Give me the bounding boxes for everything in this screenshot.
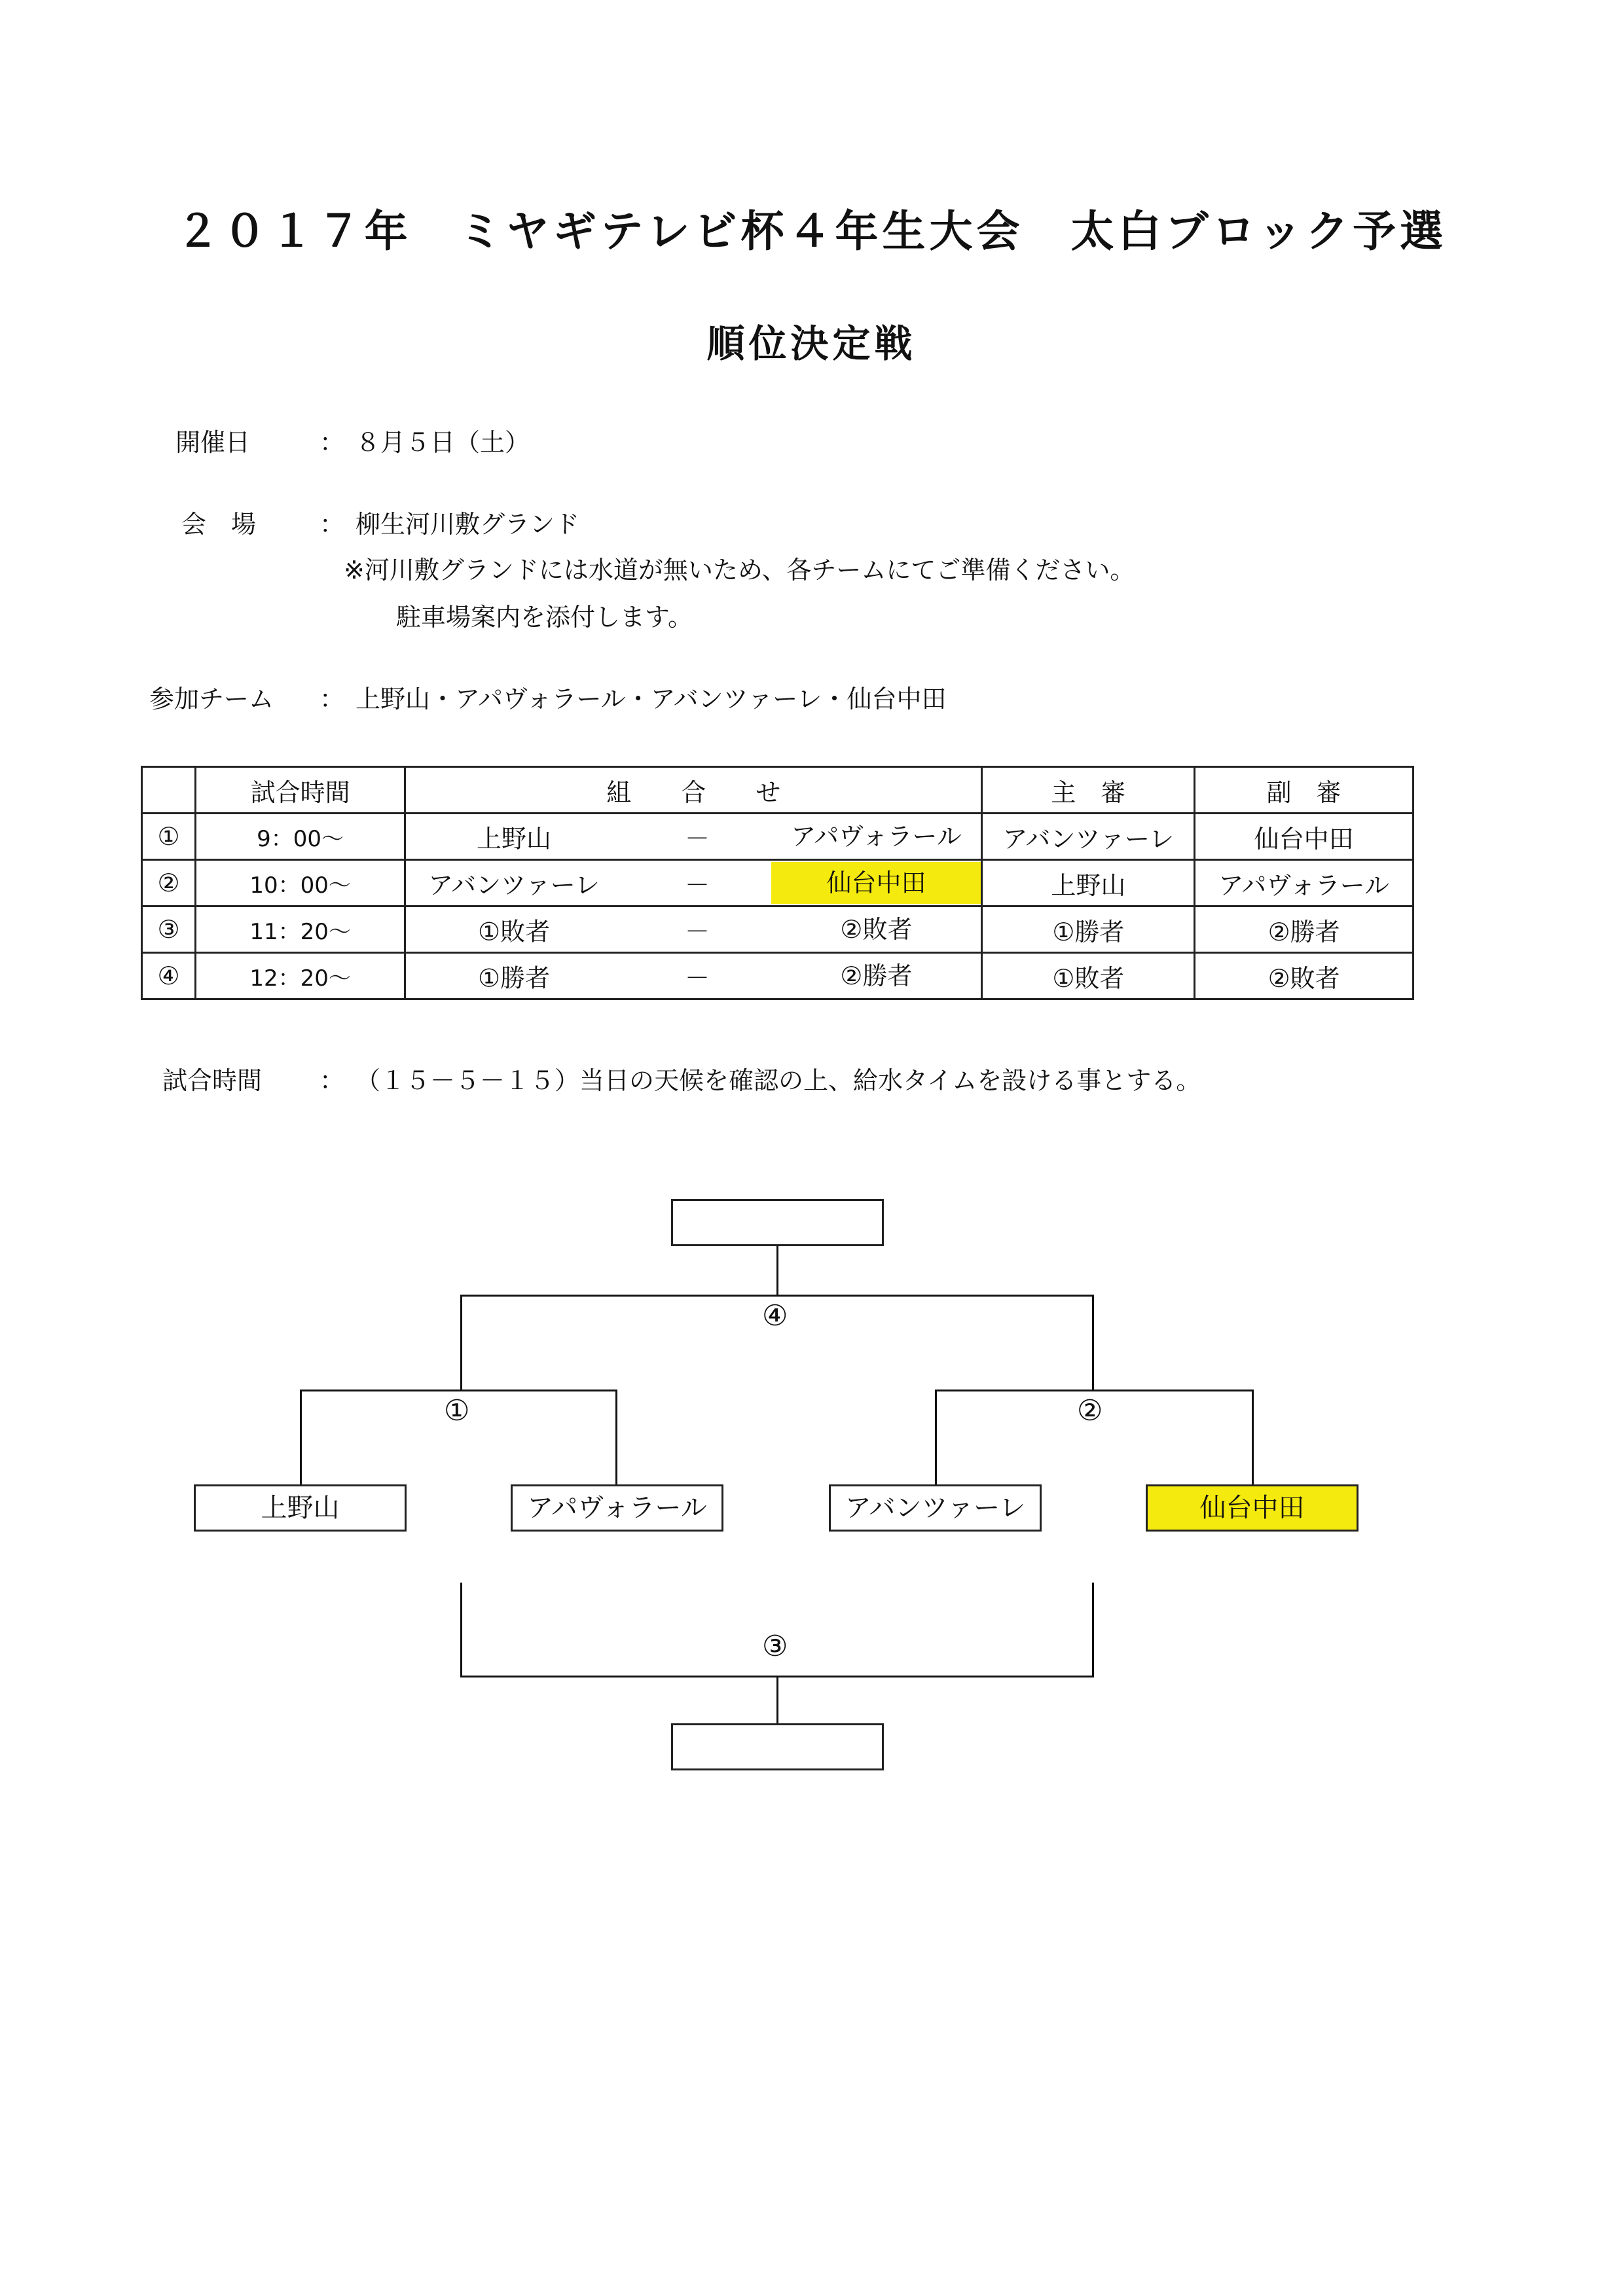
away-team: ②勝者 <box>840 961 913 990</box>
venue-note-parking: 駐車場案内を添付します。 <box>396 603 693 632</box>
assistant-referee: ②勝者 <box>1195 906 1413 953</box>
separator: － <box>685 824 710 853</box>
match-number: ② <box>142 860 196 906</box>
bracket-line <box>935 1390 937 1486</box>
bracket-line <box>1252 1390 1254 1486</box>
bracket-line <box>460 1295 1094 1297</box>
header-assistant: 副 審 <box>1195 767 1413 814</box>
venue-note-water: ※河川敷グランドには水道が無いため、各チームにてご準備ください。 <box>344 556 1135 584</box>
colon: ： <box>319 1066 345 1095</box>
bracket-line <box>776 1676 778 1725</box>
team-box-highlighted: 仙台中田 <box>1146 1484 1359 1532</box>
matchup <box>405 860 982 906</box>
table-header-row <box>142 767 1413 814</box>
match-3-label: ③ <box>762 1630 788 1663</box>
assistant-referee: ②敗者 <box>1195 953 1413 999</box>
bracket-line <box>615 1390 617 1486</box>
colon: ： <box>319 428 345 457</box>
page-subtitle: 順位決定戦 <box>706 321 917 366</box>
teams-label: 参加チーム <box>149 685 274 713</box>
colon: ： <box>319 685 345 713</box>
separator: － <box>685 963 710 993</box>
separator: － <box>685 870 710 900</box>
colon: ： <box>319 510 345 539</box>
away-team: ②敗者 <box>840 915 913 944</box>
schedule-table <box>141 766 1414 1000</box>
team-box: アパヴォラール <box>511 1484 723 1532</box>
bracket-line <box>460 1295 462 1391</box>
match-time: 12：20～ <box>196 953 405 999</box>
bracket-line <box>300 1390 302 1486</box>
separator: － <box>685 917 710 946</box>
away-team-highlighted: 仙台中田 <box>771 862 981 904</box>
match-time: 9：00～ <box>196 814 405 860</box>
teams-value: 上野山・アパヴォラール・アバンツァーレ・仙台中田 <box>356 685 947 713</box>
header-referee: 主 審 <box>982 767 1195 814</box>
referee: 上野山 <box>982 860 1195 906</box>
away-team: アパヴォラール <box>791 822 962 851</box>
match-time: 10：00～ <box>196 860 405 906</box>
home-team: 上野山 <box>477 824 552 853</box>
table-row <box>142 814 1413 860</box>
assistant-referee: アパヴォラール <box>1195 860 1413 906</box>
third-place-result-box <box>671 1723 884 1770</box>
matchup <box>405 814 982 860</box>
referee: ①勝者 <box>982 906 1195 953</box>
match-number: ④ <box>142 953 196 999</box>
match-time: 11：20～ <box>196 906 405 953</box>
match-number: ③ <box>142 906 196 953</box>
table-row <box>142 953 1413 999</box>
team-box: アバンツァーレ <box>829 1484 1042 1532</box>
table-row <box>142 906 1413 953</box>
match-time-note: （１５－５－１５）当日の天候を確認の上、給水タイムを設ける事とする。 <box>356 1066 1201 1095</box>
match-number: ① <box>142 814 196 860</box>
referee: アバンツァーレ <box>982 814 1195 860</box>
bracket-line <box>1092 1583 1094 1677</box>
venue-label: 会 場 <box>181 510 257 539</box>
table-row <box>142 860 1413 906</box>
bracket-line <box>1092 1295 1094 1391</box>
match-1-label: ① <box>444 1394 470 1427</box>
bracket-line <box>460 1583 462 1677</box>
matchup <box>405 906 982 953</box>
page-title: ２０１７年 ミヤギテレビ杯４年生大会 太白ブロック予選 <box>175 206 1448 257</box>
bracket-line <box>300 1390 617 1391</box>
header-no <box>142 767 196 814</box>
date-value: ８月５日（土） <box>356 428 530 457</box>
date-label: 開催日 <box>175 428 251 457</box>
matchup <box>405 953 982 999</box>
header-matchup: 組 合 せ <box>405 767 982 814</box>
header-time: 試合時間 <box>196 767 405 814</box>
match-time-label: 試合時間 <box>162 1066 263 1095</box>
referee: ①敗者 <box>982 953 1195 999</box>
assistant-referee: 仙台中田 <box>1195 814 1413 860</box>
venue-value: 柳生河川敷グランド <box>356 510 580 539</box>
match-2-label: ② <box>1077 1394 1103 1427</box>
home-team: ①勝者 <box>478 963 551 993</box>
final-result-box <box>671 1199 884 1246</box>
team-box: 上野山 <box>194 1484 407 1532</box>
bracket-line <box>776 1246 778 1296</box>
bracket-line <box>935 1390 1254 1391</box>
home-team: アバンツァーレ <box>428 870 600 900</box>
home-team: ①敗者 <box>478 917 551 946</box>
match-4-label: ④ <box>762 1299 788 1333</box>
